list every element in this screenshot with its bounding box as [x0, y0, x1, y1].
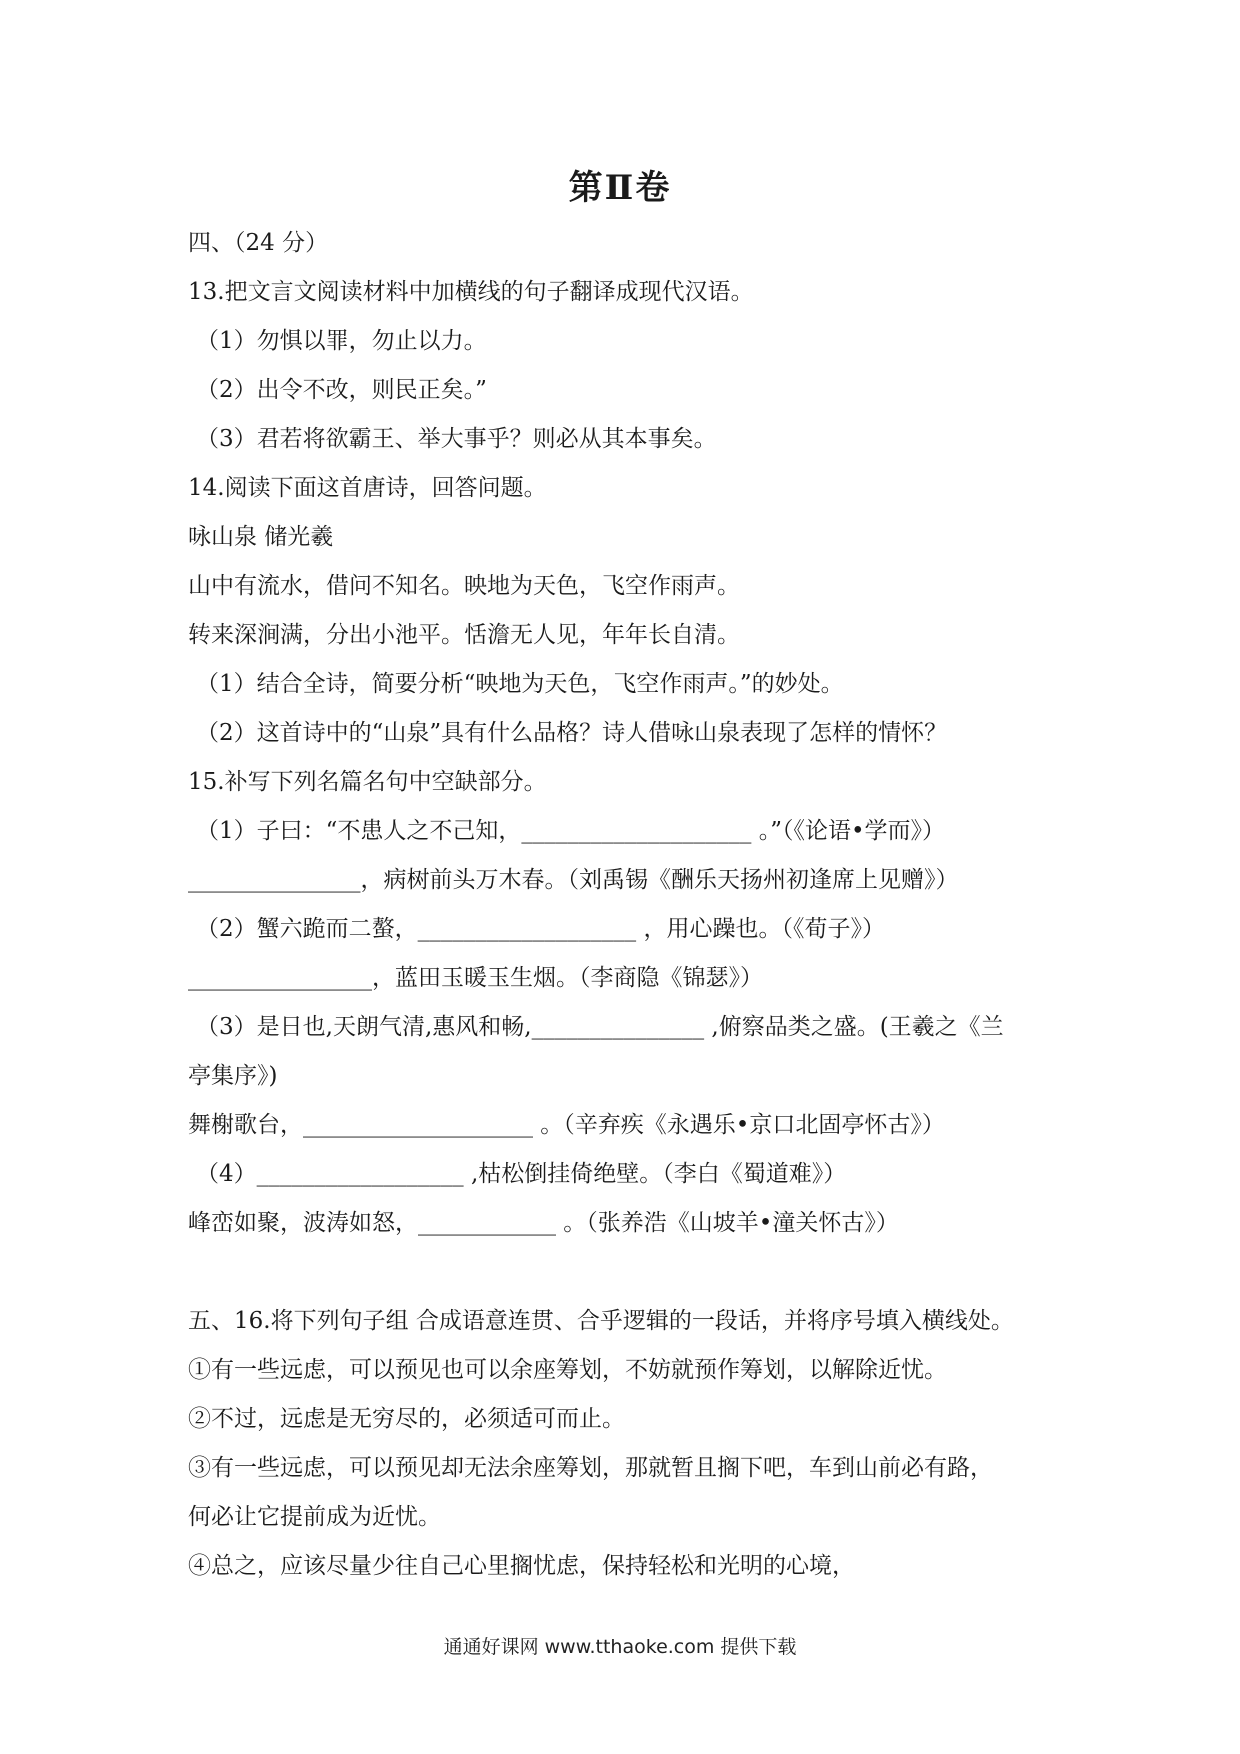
page-footer: 通通好课网 www.tthaoke.com 提供下载 [443, 1636, 797, 1658]
question-14: 14.阅读下面这首唐诗，回答问题。 [188, 475, 547, 501]
q16-sentence-4: ④总之，应该尽量少往自己心里搁忧虑，保持轻松和光明的心境， [188, 1553, 855, 1579]
q15-item-4: （4）__________________ ,枯松倒挂倚绝壁。（李白《蜀道难》） [196, 1161, 847, 1187]
section-four-heading: 四、（24 分） [188, 230, 329, 256]
question-16: 五、16.将下列句子组 合成语意连贯、合乎逻辑的一段话，并将序号填入横线处。 [188, 1308, 1014, 1334]
q16-sentence-3-cont: 何必让它提前成为近忧。 [188, 1504, 441, 1530]
q15-item-2: （2）蟹六跪而二螯，___________________ ，用心躁也。（《荀子》） [196, 916, 885, 942]
q16-sentence-2: ②不过，远虑是无穷尽的，必须适可而止。 [188, 1406, 625, 1432]
poem-line-1: 山中有流水，借问不知名。映地为天色，飞空作雨声。 [188, 573, 740, 599]
q15-item-3-cont: 亭集序》) [188, 1063, 278, 1089]
poem-title: 咏山泉 储光羲 [188, 524, 334, 550]
q14-item-1: （1）结合全诗，简要分析“映地为天色，飞空作雨声。”的妙处。 [196, 671, 844, 697]
poem-line-2: 转来深涧满，分出小池平。恬澹无人见，年年长自清。 [188, 622, 740, 648]
q15-item-1: （1）子曰：“不患人之不己知，____________________ 。”（《论语•学而》） [196, 818, 946, 844]
question-13: 13.把文言文阅读材料中加横线的句子翻译成现代汉语。 [188, 279, 754, 305]
q15-item-3b: 舞榭歌台，____________________ 。（辛弃疾《永遇乐•京口北固亭怀古》） [188, 1112, 945, 1138]
q16-sentence-1: ①有一些远虑，可以预见也可以余座筹划，不妨就预作筹划，以解除近忧。 [188, 1357, 947, 1383]
q15-item-2b: ________________，蓝田玉暖玉生烟。（李商隐《锦瑟》） [188, 965, 763, 991]
q13-item-3: （3）君若将欲霸王、举大事乎？则必从其本事矣。 [196, 426, 717, 452]
q15-item-4b: 峰峦如聚，波涛如怒，____________ 。（张养浩《山坡羊•潼关怀古》） [188, 1210, 899, 1236]
q15-item-3: （3）是日也,天朗气清,惠风和畅,_______________ ,俯察品类之盛。(王羲之《兰 [196, 1014, 1004, 1040]
q16-sentence-3: ③有一些远虑，可以预见却无法余座筹划，那就暂且搁下吧，车到山前必有路， [188, 1455, 993, 1481]
q14-item-2: （2）这首诗中的“山泉”具有什么品格？诗人借咏山泉表现了怎样的情怀？ [196, 720, 948, 746]
q15-item-1b: _______________，病树前头万木春。（刘禹锡《酬乐天扬州初逢席上见赠》） [188, 867, 959, 893]
question-15: 15.补写下列名篇名句中空缺部分。 [188, 769, 547, 795]
q13-item-1: （1）勿惧以罪，勿止以力。 [196, 328, 487, 354]
q13-item-2: （2）出令不改，则民正矣。” [196, 377, 487, 403]
section-title: 第Ⅱ卷 [568, 168, 672, 208]
